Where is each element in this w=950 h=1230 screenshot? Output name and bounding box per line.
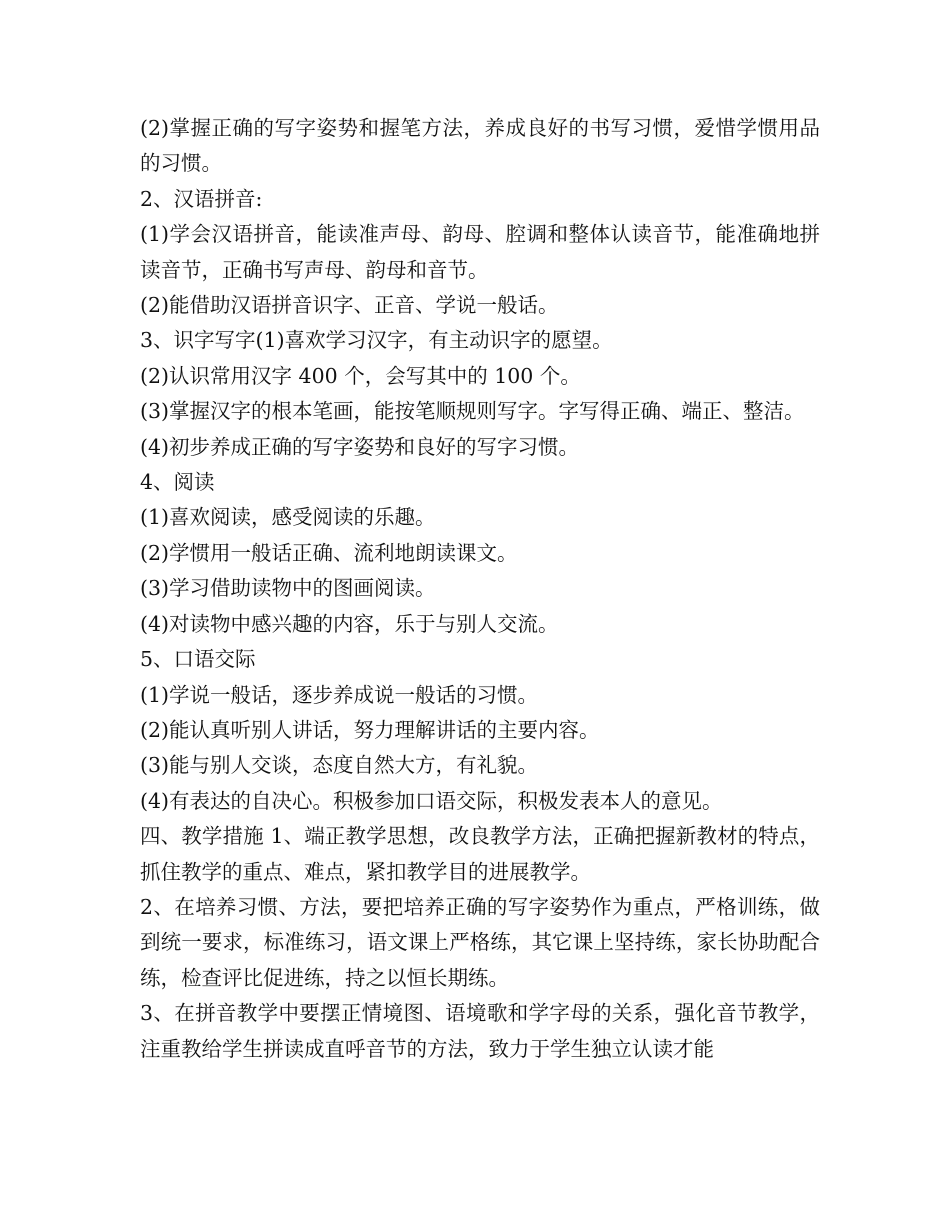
paragraph-literacy-2: (2)认识常用汉字 400 个，会写其中的 100 个。 bbox=[140, 363, 581, 388]
paragraph-teaching-measures-3: 3、在拼音教学中要摆正情境图、语境歌和学字母的关系，强化音节教学，注重教给学生拼读成直呼音节的方法，致力于学生独立认读才能 bbox=[140, 1001, 820, 1061]
paragraph-teaching-measures-1: 四、教学措施 1、端正教学思想，改良教学方法，正确把握新教材的特点，抓住教学的重点、难点，紧扣教学目的进展教学。 bbox=[140, 824, 820, 884]
paragraph-oral-3: (3)能与别人交谈，态度自然大方，有礼貌。 bbox=[140, 753, 539, 778]
paragraph-reading-1: (1)喜欢阅读，感受阅读的乐趣。 bbox=[140, 505, 436, 530]
heading-pinyin: 2、汉语拼音: bbox=[140, 186, 263, 211]
paragraph-reading-4: (4)对读物中感兴趣的内容，乐于与别人交流。 bbox=[140, 611, 559, 636]
paragraph-oral-4: (4)有表达的自决心。积极参加口语交际，积极发表本人的意见。 bbox=[140, 788, 723, 813]
paragraph-literacy-4: (4)初步养成正确的写字姿势和良好的写字习惯。 bbox=[140, 434, 580, 459]
paragraph-pinyin-2: (2)能借助汉语拼音识字、正音、学说一般话。 bbox=[140, 293, 559, 318]
paragraph-reading-3: (3)学习借助读物中的图画阅读。 bbox=[140, 576, 436, 601]
paragraph-oral-2: (2)能认真听别人讲话，努力理解讲话的主要内容。 bbox=[140, 717, 600, 742]
heading-literacy-writing: 3、识字写字(1)喜欢学习汉字，有主动识字的愿望。 bbox=[140, 328, 613, 353]
paragraph-literacy-3: (3)掌握汉字的根本笔画，能按笔顺规则写字。字写得正确、端正、整洁。 bbox=[140, 399, 805, 424]
paragraph-oral-1: (1)学说一般话，逐步养成说一般话的习惯。 bbox=[140, 682, 539, 707]
paragraph-pinyin-1: (1)学会汉语拼音，能读准声母、韵母、腔调和整体认读音节，能准确地拼读音节，正确书写声母、韵母和音节。 bbox=[140, 222, 820, 282]
heading-reading: 4、阅读 bbox=[140, 470, 215, 495]
document-body bbox=[140, 111, 820, 1067]
paragraph-writing-posture: (2)掌握正确的写字姿势和握笔方法，养成良好的书写习惯，爱惜学惯用品的习惯。 bbox=[140, 116, 820, 176]
paragraph-reading-2: (2)学惯用一般话正确、流利地朗读课文。 bbox=[140, 540, 518, 565]
heading-oral-communication: 5、口语交际 bbox=[140, 647, 256, 672]
paragraph-teaching-measures-2: 2、在培养习惯、方法，要把培养正确的写字姿势作为重点，严格训练，做到统一要求，标准练习，语文课上严格练，其它课上坚持练，家长协助配合练，检查评比促进练，持之以恒长期练。 bbox=[140, 894, 820, 990]
